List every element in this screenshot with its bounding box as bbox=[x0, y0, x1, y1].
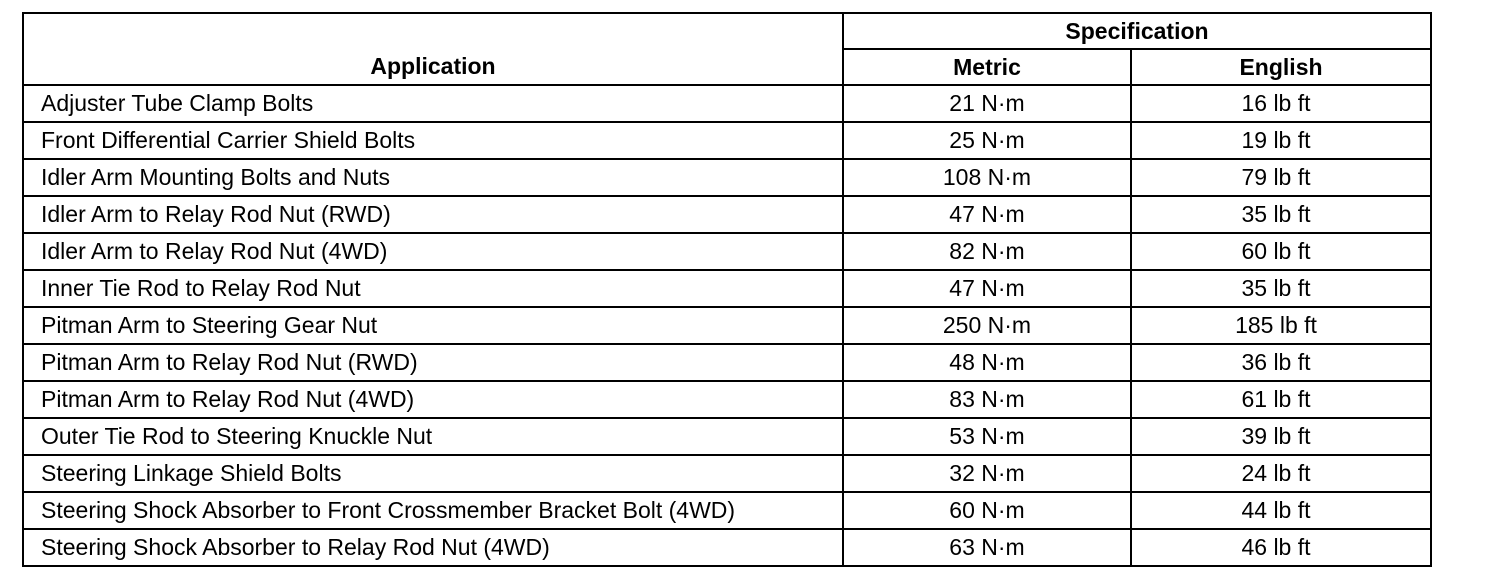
application-cell: Idler Arm to Relay Rod Nut (RWD) bbox=[23, 196, 843, 233]
application-cell: Adjuster Tube Clamp Bolts bbox=[23, 85, 843, 122]
torque-spec-table bbox=[22, 12, 1432, 567]
metric-cell: 60 N·m bbox=[843, 492, 1131, 529]
application-cell: Idler Arm Mounting Bolts and Nuts bbox=[23, 159, 843, 196]
metric-cell: 250 N·m bbox=[843, 307, 1131, 344]
table-row bbox=[23, 196, 1431, 233]
application-cell: Idler Arm to Relay Rod Nut (4WD) bbox=[23, 233, 843, 270]
table-row bbox=[23, 418, 1431, 455]
application-cell: Steering Shock Absorber to Relay Rod Nut (4WD) bbox=[23, 529, 843, 566]
metric-cell: 83 N·m bbox=[843, 381, 1131, 418]
metric-cell: 47 N·m bbox=[843, 196, 1131, 233]
application-cell: Steering Linkage Shield Bolts bbox=[23, 455, 843, 492]
table-body bbox=[23, 85, 1431, 566]
application-cell: Front Differential Carrier Shield Bolts bbox=[23, 122, 843, 159]
table-row bbox=[23, 159, 1431, 196]
metric-cell: 53 N·m bbox=[843, 418, 1131, 455]
english-cell: 185 lb ft bbox=[1131, 307, 1431, 344]
metric-cell: 108 N·m bbox=[843, 159, 1131, 196]
metric-cell: 21 N·m bbox=[843, 85, 1131, 122]
english-cell: 35 lb ft bbox=[1131, 196, 1431, 233]
english-cell: 39 lb ft bbox=[1131, 418, 1431, 455]
application-cell: Outer Tie Rod to Steering Knuckle Nut bbox=[23, 418, 843, 455]
table-row bbox=[23, 344, 1431, 381]
english-cell: 19 lb ft bbox=[1131, 122, 1431, 159]
application-cell: Steering Shock Absorber to Front Crossmember Bracket Bolt (4WD) bbox=[23, 492, 843, 529]
header-specification: Specification bbox=[843, 13, 1431, 49]
table-row bbox=[23, 307, 1431, 344]
metric-cell: 47 N·m bbox=[843, 270, 1131, 307]
table-row bbox=[23, 492, 1431, 529]
table-row bbox=[23, 270, 1431, 307]
english-cell: 61 lb ft bbox=[1131, 381, 1431, 418]
english-cell: 16 lb ft bbox=[1131, 85, 1431, 122]
table-row bbox=[23, 85, 1431, 122]
header-metric: Metric bbox=[843, 49, 1131, 85]
english-cell: 79 lb ft bbox=[1131, 159, 1431, 196]
english-cell: 36 lb ft bbox=[1131, 344, 1431, 381]
metric-cell: 25 N·m bbox=[843, 122, 1131, 159]
metric-cell: 48 N·m bbox=[843, 344, 1131, 381]
header-application: Application bbox=[23, 13, 843, 85]
metric-cell: 63 N·m bbox=[843, 529, 1131, 566]
english-cell: 35 lb ft bbox=[1131, 270, 1431, 307]
application-cell: Pitman Arm to Relay Rod Nut (4WD) bbox=[23, 381, 843, 418]
header-english: English bbox=[1131, 49, 1431, 85]
english-cell: 46 lb ft bbox=[1131, 529, 1431, 566]
table-row bbox=[23, 529, 1431, 566]
english-cell: 44 lb ft bbox=[1131, 492, 1431, 529]
application-cell: Inner Tie Rod to Relay Rod Nut bbox=[23, 270, 843, 307]
metric-cell: 32 N·m bbox=[843, 455, 1131, 492]
table-row bbox=[23, 233, 1431, 270]
application-cell: Pitman Arm to Relay Rod Nut (RWD) bbox=[23, 344, 843, 381]
english-cell: 24 lb ft bbox=[1131, 455, 1431, 492]
table-row bbox=[23, 381, 1431, 418]
table-row bbox=[23, 122, 1431, 159]
table-row bbox=[23, 455, 1431, 492]
application-cell: Pitman Arm to Steering Gear Nut bbox=[23, 307, 843, 344]
english-cell: 60 lb ft bbox=[1131, 233, 1431, 270]
metric-cell: 82 N·m bbox=[843, 233, 1131, 270]
